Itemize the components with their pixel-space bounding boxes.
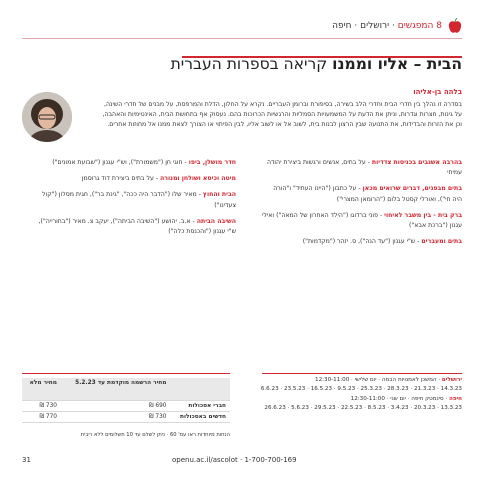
price-note: הנחות מיוחדות ראו עמ' 60 · ניתן לשלם עד 10 תשלומים ללא ריבית xyxy=(80,432,230,438)
schedule-row-jerusalem: ירושלים · המשכן לאמנויות הבמה · יום שלישי · 12:30-11:00 xyxy=(315,377,462,383)
course-item: חדר מושלן, ביפו - חוגי חן ("משמורת"), וש"י עגנון ("שבועת אמונים") xyxy=(52,159,236,166)
schedule-divider xyxy=(262,373,462,374)
course-item: השיבה הביתה - א.ב. יהושע ("השיבה הביתה"), יעקב צ. מאיר ("בחורייה"), ש"י עגנון ("והכנסת כלה") xyxy=(38,217,236,236)
schedule-row-haifa: חיפה · סינמטק חיפה · יום שני · 12:30-11:00 xyxy=(350,395,462,402)
page-title: הבית – אליו וממנו קריאה בספרות העברית xyxy=(170,55,462,73)
top-bar xyxy=(22,20,462,36)
schedule-dates-jerusalem: 14.3.23 · 21.3.23 · 28.3.23 · 25.3.23 · 9.5.23 · 16.5.23 · 23.5.23 · 6.6.23 xyxy=(260,386,462,393)
table-row: חדשים באסכולות 730 ₪ 770 ₪ xyxy=(22,412,230,423)
top-divider xyxy=(22,38,462,39)
author-portrait-image xyxy=(22,92,72,142)
footer-contact[interactable]: openu.ac.il/ascolot · 1-700-700-169 xyxy=(172,456,297,464)
course-item: מיטה וכיסא ושולחן ומנורה - על בתים ביצירת דוד גרוסמן xyxy=(81,175,236,183)
page-number: 31 xyxy=(22,456,31,464)
course-item: בהרבה אשנבים בכניסות צדדיות - על בתים, אנשים ורגשות ביצירת יהודה עמיחי xyxy=(266,159,462,177)
schedule-dates-haifa: 13.3.23 · 20.3.23 · 3.4.23 · 8.5.23 · 22.5.23 · 29.5.23 · 5.6.23 · 26.6.23 xyxy=(264,405,462,412)
courses-column-right xyxy=(262,158,462,253)
author-photo xyxy=(22,92,72,142)
table-row: חברי אסכולות 690 ₪ 730 ₪ xyxy=(22,401,230,412)
price-table xyxy=(22,378,230,423)
cities-label: ירושלים · חיפה xyxy=(332,21,390,31)
course-item: ברק בית - בין משבר לאיחוי - פוני ברדוגו ("הילד האחרון של המאה") ואילי עגנון ("ברכת אבא") xyxy=(262,211,462,230)
top-breadcrumb: 8 המפגשים · ירושלים · חיפה xyxy=(332,21,442,31)
section-label: 8 המפגשים xyxy=(397,21,442,31)
courses-column-left xyxy=(36,158,236,243)
apple-icon xyxy=(448,18,462,34)
intro-paragraph: בסדרה זו נהלך בין חדרי הבית וחדרי הלב בשירה, בסיפורת וברומן העבריים. נקרא על החלון, הדלת והמרפסת, על מבנים של חדרי השינה, על גינות, חצרות וגדרות, וניתן את הדעת על המשמעויות הסמליות והרגשיות הכרוכות בהם. נעסוק אף בתחושת הבית, האינטימיות והאהבה, וכן את הזרות והבדידות, את התנועה שבין הרצון לבנות בית, לשוב אל או לשוב אליו, לבין הפיתוי או הצורך לצאת ממנו אל מחוזות אחרים. xyxy=(102,101,462,129)
course-item: בתים מבפנים, דברים שרואים מכאן - על כתבון ("היינו העתיד" ו"הורה היה חי"), ואורלי קסטל בלום ("הרומאן המצרי") xyxy=(273,185,462,203)
course-item: הבית והחוץ - מאיר שלו ("הדבר היה ככה", "גינת בר"), חגית מסלון ("קול צעדינו") xyxy=(42,191,236,209)
course-item: בתים ומעברים - ש"י עגנון ("עד הנה"), ס. יזהר ("מקדמות") xyxy=(302,238,462,246)
author-name: בלהה בן-אליהו xyxy=(413,88,462,96)
price-divider xyxy=(22,373,230,374)
price-table-header: מחיר הרשמה מוקדמת עד 5.2.23 מחיר מלא xyxy=(22,378,230,401)
schedule-block xyxy=(252,376,462,414)
